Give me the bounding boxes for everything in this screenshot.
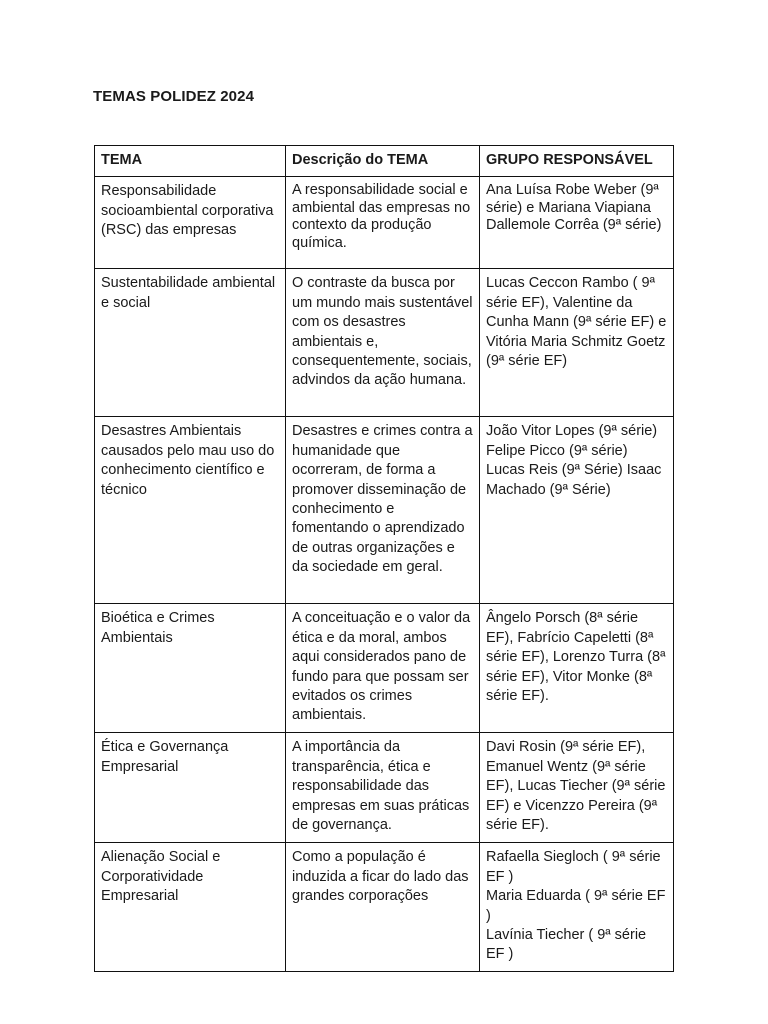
grupo-cell: Ângelo Porsch (8ª série EF), Fabrício Capeletti (8ª série EF), Lorenzo Turra (8ª série EF), Vitor Monke (8ª série EF). [480,604,674,733]
grupo-cell: Lucas Ceccon Rambo ( 9ª série EF), Valentine da Cunha Mann (9ª série EF) e Vitória Maria Schmitz Goetz (9ª série EF) [480,269,674,417]
table-row [95,843,674,971]
table-row [95,269,674,417]
grupo-cell: Ana Luísa Robe Weber (9ª série) e Mariana Viapiana Dallemole Corrêa (9ª série) [480,177,674,269]
grupo-line: Rafaella Siegloch ( 9ª série EF ) [486,849,661,885]
table-row [95,177,674,269]
descricao-cell: A conceituação e o valor da ética e da moral, ambos aqui considerados pano de fundo para que possam ser evitados os crimes ambientais. [286,604,480,733]
themes-table [94,145,674,972]
descricao-cell: Como a população é induzida a ficar do lado das grandes corporações [286,843,480,971]
descricao-cell: A responsabilidade social e ambiental das empresas no contexto da produção química. [286,177,480,269]
tema-cell: Sustentabilidade ambiental e social [95,269,286,417]
document-title: TEMAS POLIDEZ 2024 [93,88,255,105]
grupo-cell: Davi Rosin (9ª série EF), Emanuel Wentz (9ª série EF), Lucas Tiecher (9ª série EF) e Vicenzzo Pereira (9ª série EF). [480,733,674,843]
header-tema: TEMA [95,146,286,177]
tema-cell: Alienação Social e Corporatividade Empresarial [95,843,286,971]
table-row [95,733,674,843]
table-row [95,604,674,733]
header-descricao: Descrição do TEMA [286,146,480,177]
descricao-cell: A importância da transparência, ética e responsabilidade das empresas em suas práticas de governança. [286,733,480,843]
header-grupo: GRUPO RESPONSÁVEL [480,146,674,177]
grupo-cell: João Vitor Lopes (9ª série) Felipe Picco (9ª série) Lucas Reis (9ª Série) Isaac Machado (9ª Série) [480,417,674,604]
grupo-cell [480,843,674,971]
grupo-line: Lavínia Tiecher ( 9ª série EF ) [486,927,647,963]
tema-cell: Bioética e Crimes Ambientais [95,604,286,733]
table-header-row [95,146,674,177]
descricao-cell: O contraste da busca por um mundo mais sustentável com os desastres ambientais e, consequentemente, sociais, advindos da ação humana. [286,269,480,417]
tema-cell: Ética e Governança Empresarial [95,733,286,843]
tema-cell: Desastres Ambientais causados pelo mau uso do conhecimento científico e técnico [95,417,286,604]
table-row [95,417,674,604]
descricao-cell: Desastres e crimes contra a humanidade que ocorreram, de forma a promover disseminação de conhecimento e fomentando o aprendizado de outras organizações e da sociedade em geral. [286,417,480,604]
grupo-line: Maria Eduarda ( 9ª série EF ) [486,888,666,924]
tema-cell: Responsabilidade socioambiental corporativa (RSC) das empresas [95,177,286,269]
